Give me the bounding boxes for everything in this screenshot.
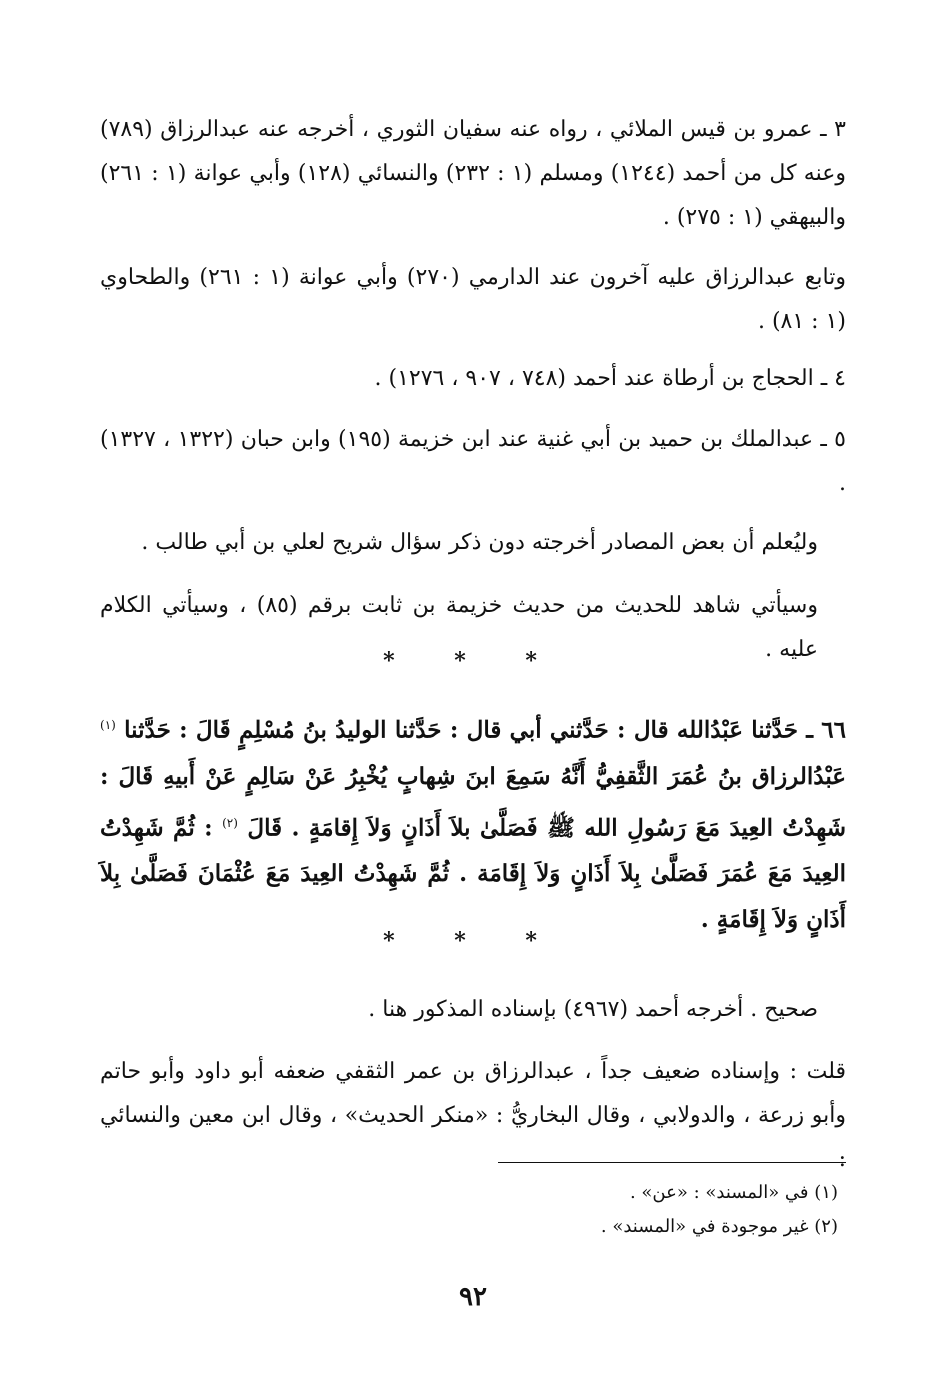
section-separator: * * * bbox=[383, 928, 563, 954]
section-separator: * * * bbox=[383, 648, 563, 674]
page-number: ٩٢ bbox=[459, 1282, 487, 1312]
paragraph-grading: صحيح . أخرجه أحمد (٤٩٦٧) بإسناده المذكور هنا . bbox=[368, 997, 818, 1022]
paragraph-item-3: ٣ ـ عمرو بن قيس الملائي ، رواه عنه سفيان الثوري ، أخرجه عنه عبدالرزاق (٧٨٩) وعنه كل من أحمد (١٢٤٤) ومسلم (١ : ٢٣٢) والنسائي (١٢٨) وأبي عوانة (١ : ٢٦١) والبيهقي (١ : ٢٧٥) . bbox=[100, 117, 846, 230]
footnote-1: (١) في «المسند» : «عن» . bbox=[629, 1182, 838, 1203]
footnote-divider bbox=[498, 1162, 846, 1163]
footnote-marker-1: (١) bbox=[100, 718, 116, 732]
paragraph-item-4: ٤ ـ الحجاج بن أرطاة عند أحمد (٧٤٨ ، ٩٠٧ ، ١٢٧٦) . bbox=[374, 366, 846, 391]
paragraph-mutabaah: وتابع عبدالرزاق عليه آخرون عند الدارمي (٢٧٠) وأبي عوانة (١ : ٢٦١) والطحاوي (١ : ٨١) . bbox=[100, 265, 846, 334]
footnote-2: (٢) غير موجودة في «المسند» . bbox=[600, 1216, 838, 1237]
paragraph-note-sources: وليُعلم أن بعض المصادر أخرجته دون ذكر سؤال شريح لعلي بن أبي طالب . bbox=[141, 530, 818, 555]
footnote-marker-2: (٢) bbox=[222, 815, 238, 830]
paragraph-commentary: قلت : وإسناده ضعيف جداً ، عبدالرزاق بن عمر الثقفي ضعفه أبو داود وأبو حاتم وأبو زرعة ، والدولابي ، وقال البخاريُّ : «منكر الحديث» ، وقال ابن معين والنسائي : bbox=[100, 1059, 846, 1172]
footnotes bbox=[100, 1176, 838, 1244]
paragraph-item-5: ٥ ـ عبدالملك بن حميد بن أبي غنية عند ابن خزيمة (١٩٥) وابن حبان (١٣٢٢ ، ١٣٢٧) . bbox=[100, 427, 846, 496]
hadith-text bbox=[100, 702, 846, 943]
hadith-isnad-line: ٦٦ ـ حَدَّثنا عَبْدُالله قال : حَدَّثني أبي قال : حَدَّثنا الوليدُ بنُ مُسْلِمٍ قَالَ : حَدَّثنا bbox=[124, 716, 847, 744]
hadith-matn-continuation: : ثُمَّ شَهِدْتُ العِيدَ مَعَ عُمَرَ فَصَلَّىٰ بِلاَ أَذَانٍ وَلاَ إِقَامَة . ثُمَّ شَهِدْتُ العِيدَ مَعَ عُثْمَانَ فَصَلَّىٰ بِلاَ أَذَانٍ وَلاَ إِقَامَةٍ . bbox=[100, 814, 846, 934]
paragraph-note-shahid: وسيأتي شاهد للحديث من حديث خزيمة بن ثابت برقم (٨٥) ، وسيأتي الكلام عليه . bbox=[100, 593, 818, 662]
hadith-matn: عَبْدُالرزاق بنُ عُمَرَ الثَّقفِيُّ أَنَّهُ سَمِعَ ابنَ شِهابٍ يُخْبِرُ عَنْ سَالِمٍ عَنْ أَبيهِ قَالَ : شَهِدْتُ العِيدَ مَعَ رَسُولِ الله ﷺ فَصَلَّىٰ بلاَ أَذَانٍ وَلاَ إِقامَةٍ . قَالَ bbox=[100, 762, 847, 842]
